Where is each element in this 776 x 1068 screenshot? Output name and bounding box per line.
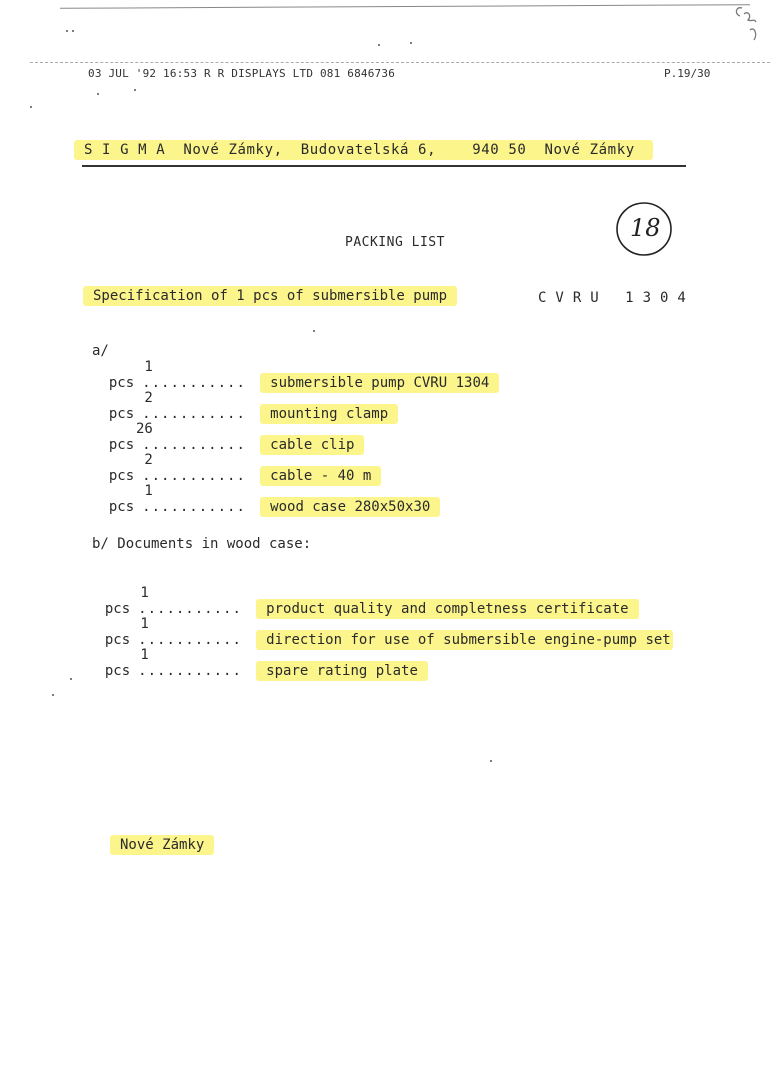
scan-speck bbox=[72, 30, 74, 32]
fax-header-line: 03 JUL '92 16:53 R R DISPLAYS LTD 081 6846736 bbox=[88, 67, 396, 80]
place-text: Nové Zámky bbox=[110, 835, 214, 855]
specification-text: Specification of 1 pcs of submersible pump bbox=[83, 286, 457, 306]
list-item bbox=[92, 467, 440, 515]
scan-speck bbox=[30, 106, 32, 108]
item-qty: 26 bbox=[136, 421, 153, 437]
scan-speck bbox=[313, 330, 315, 332]
specification-model: CVRU 1304 bbox=[538, 290, 695, 306]
item-unit: pcs bbox=[108, 406, 135, 422]
item-qty: 1 bbox=[140, 616, 149, 632]
scan-top-edge bbox=[60, 4, 750, 9]
item-description: cable clip bbox=[260, 435, 364, 455]
item-description: mounting clamp bbox=[260, 404, 398, 424]
item-dots: ........... bbox=[142, 406, 246, 422]
item-dots: ........... bbox=[142, 499, 246, 515]
scan-speck bbox=[490, 760, 492, 762]
item-unit: pcs bbox=[104, 632, 131, 648]
scan-speck bbox=[52, 694, 54, 696]
scan-speck bbox=[97, 93, 99, 95]
item-qty: 2 bbox=[144, 390, 153, 406]
item-qty: 1 bbox=[140, 647, 149, 663]
item-description: cable - 40 m bbox=[260, 466, 381, 486]
scan-speck bbox=[134, 89, 136, 91]
item-unit: pcs bbox=[108, 375, 135, 391]
item-description: product quality and completness certificate bbox=[256, 599, 638, 619]
list-item bbox=[88, 631, 428, 679]
scan-speck bbox=[410, 42, 412, 44]
scan-speck bbox=[378, 44, 380, 46]
item-dots: ........... bbox=[138, 632, 242, 648]
item-qty: 2 bbox=[144, 452, 153, 468]
item-description: direction for use of submersible engine-pump set bbox=[256, 630, 673, 650]
item-dots: ........... bbox=[142, 375, 246, 391]
place-line bbox=[120, 837, 214, 853]
document-title: PACKING LIST bbox=[345, 235, 445, 250]
item-unit: pcs bbox=[104, 601, 131, 617]
item-dots: ........... bbox=[138, 663, 242, 679]
fax-page-number: P.19/30 bbox=[664, 67, 711, 80]
specification-line bbox=[93, 288, 457, 304]
fax-header-rule bbox=[30, 62, 770, 63]
item-description: spare rating plate bbox=[256, 661, 428, 681]
item-qty: 1 bbox=[144, 483, 153, 499]
item-unit: pcs bbox=[108, 499, 135, 515]
item-qty: 1 bbox=[144, 359, 153, 375]
section-a-label: a/ bbox=[92, 343, 109, 359]
sender-line bbox=[84, 142, 653, 158]
handwritten-initials-icon bbox=[728, 0, 768, 48]
sender-underline bbox=[82, 165, 686, 167]
scan-speck bbox=[66, 30, 68, 32]
item-unit: pcs bbox=[108, 437, 135, 453]
item-description: wood case 280x50x30 bbox=[260, 497, 440, 517]
sender-text: S I G M A Nové Zámky, Budovatelská 6, 940 50 Nové Zámky bbox=[74, 140, 653, 160]
item-description: submersible pump CVRU 1304 bbox=[260, 373, 499, 393]
item-dots: ........... bbox=[138, 601, 242, 617]
item-dots: ........... bbox=[142, 437, 246, 453]
handwritten-page-number-text: 18 bbox=[630, 214, 661, 242]
item-qty: 1 bbox=[140, 585, 149, 601]
item-unit: pcs bbox=[104, 663, 131, 679]
handwritten-page-number bbox=[614, 200, 674, 258]
item-unit: pcs bbox=[108, 468, 135, 484]
section-b-label: b/ Documents in wood case: bbox=[92, 536, 312, 552]
item-dots: ........... bbox=[142, 468, 246, 484]
scan-speck bbox=[70, 678, 72, 680]
